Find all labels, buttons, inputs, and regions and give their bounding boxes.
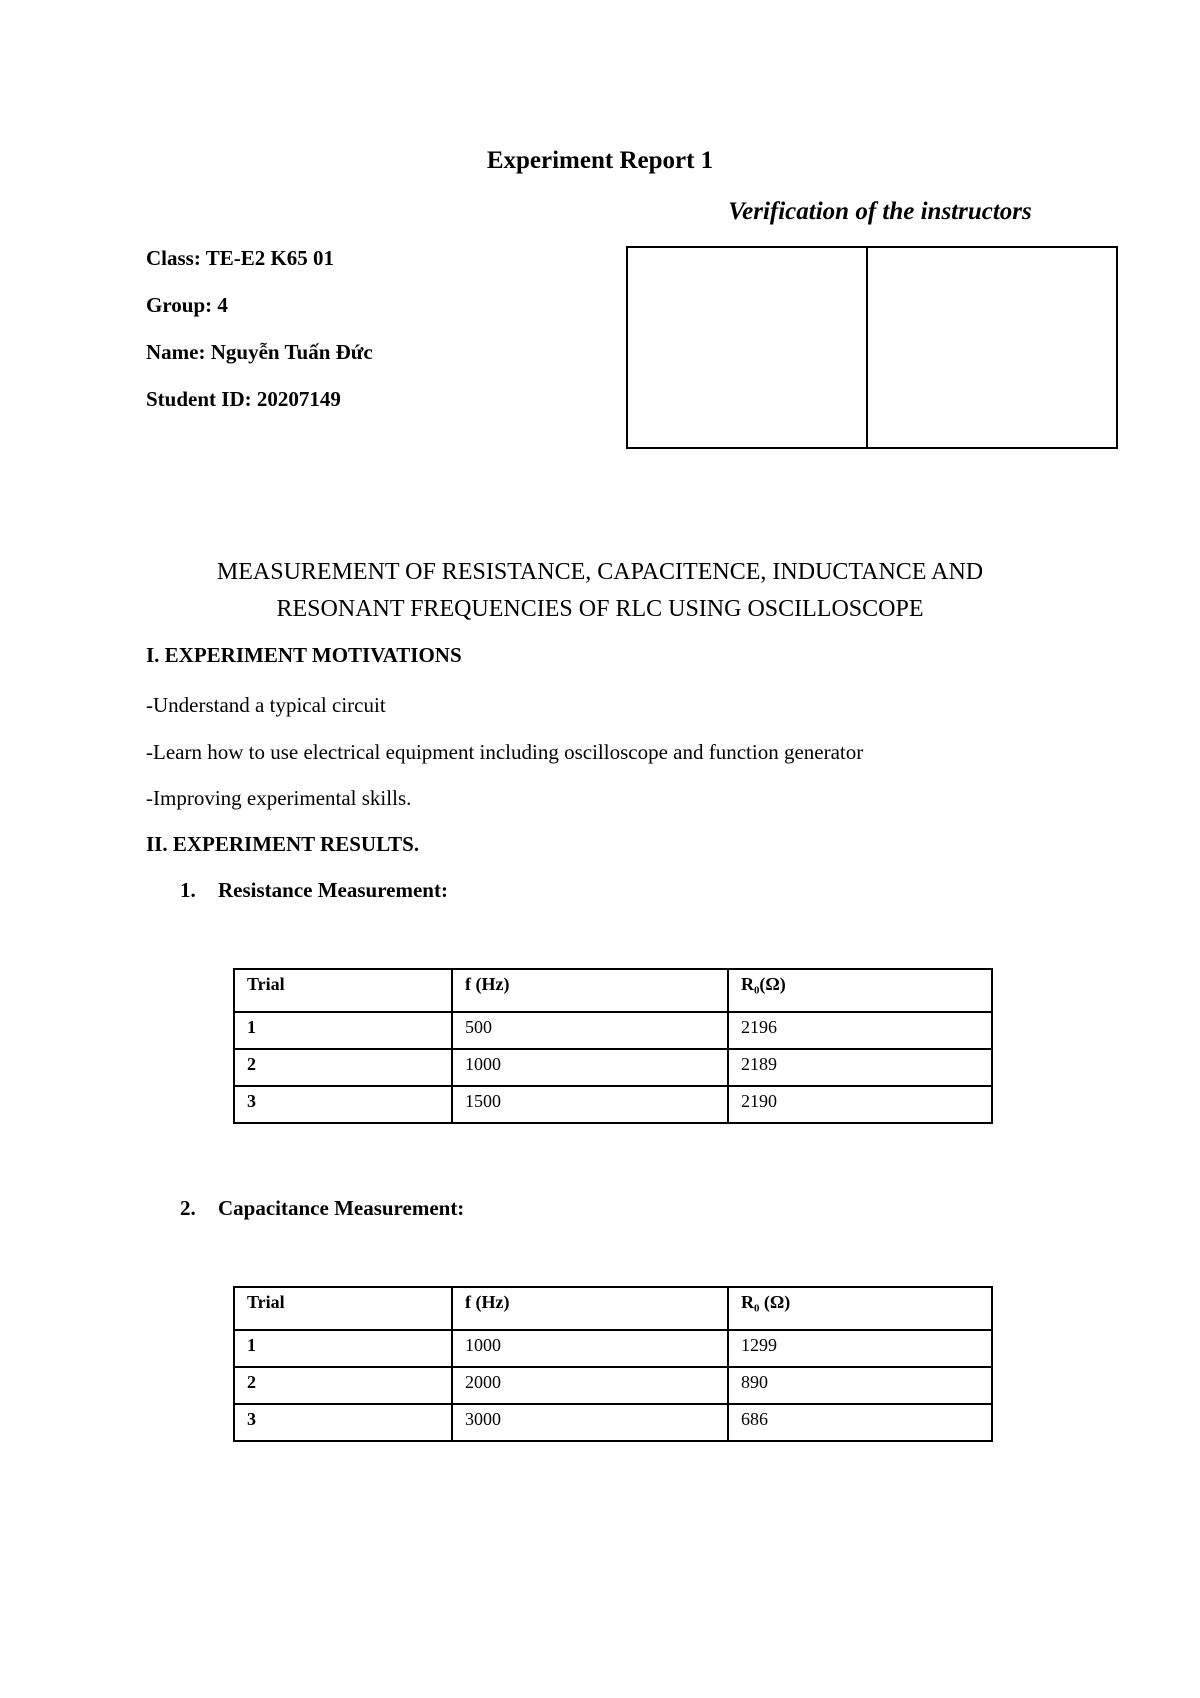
motivation-bullet: -Learn how to use electrical equipment including oscilloscope and function generator [146,740,864,764]
section-motivations-title: I. EXPERIMENT MOTIVATIONS [146,643,462,667]
table-cell: 1299 [728,1330,992,1367]
header-cell: f (Hz) [452,1287,728,1330]
table-cell: 1 [234,1012,452,1049]
table-cell: 1 [234,1330,452,1367]
verification-box [626,246,1118,449]
header-cell: f (Hz) [452,969,728,1012]
report-title: Experiment Report 1 [486,147,714,174]
capacitance-table [233,1286,993,1442]
name-label: Name: Nguyễn Tuấn Đức [146,340,373,364]
heading-line-2: RESONANT FREQUENCIES OF RLC USING OSCILLOSCOPE [276,596,924,622]
header-cell: Trial [234,969,452,1012]
table-cell: 1000 [452,1330,728,1367]
experiment-heading [120,554,1080,628]
table-header-row [234,1287,992,1330]
verification-cell-left [628,248,868,447]
subsection-capacitance [180,1196,464,1221]
group-label: Group: 4 [146,293,228,317]
table-cell: 3000 [452,1404,728,1441]
table-cell: 890 [728,1367,992,1404]
header-cell: Trial [234,1287,452,1330]
table-cell: 3 [234,1404,452,1441]
table-cell: 686 [728,1404,992,1441]
subsection-number: 1. [180,878,196,902]
table-row [234,1367,992,1404]
table-cell: 2196 [728,1012,992,1049]
table-cell: 3 [234,1086,452,1123]
table-cell: 2190 [728,1086,992,1123]
section-results-title: II. EXPERIMENT RESULTS. [146,832,420,856]
table-cell: 2 [234,1367,452,1404]
table-cell: 2000 [452,1367,728,1404]
table-cell: 1500 [452,1086,728,1123]
header-cell: R₀(Ω) [728,969,992,1012]
table-cell: 1000 [452,1049,728,1086]
table-row [234,1086,992,1123]
subsection-title: Capacitance Measurement: [218,1196,465,1220]
heading-line-1: MEASUREMENT OF RESISTANCE, CAPACITENCE, INDUCTANCE AND [216,559,984,585]
subsection-title: Resistance Measurement: [218,878,448,902]
table-header-row [234,969,992,1012]
subsection-number: 2. [180,1196,196,1220]
motivation-bullet: -Understand a typical circuit [146,693,386,717]
table-row [234,1404,992,1441]
table-cell: 2189 [728,1049,992,1086]
motivation-bullet: -Improving experimental skills. [146,786,412,810]
student-id-label: Student ID: 20207149 [146,387,341,411]
table-cell: 2 [234,1049,452,1086]
subsection-resistance [180,878,448,903]
class-label: Class: TE-E2 K65 01 [146,246,335,270]
table-row [234,1012,992,1049]
verification-cell-right [868,248,1116,447]
table-row [234,1049,992,1086]
table-row [234,1330,992,1367]
header-cell: R₀ (Ω) [728,1287,992,1330]
resistance-table [233,968,993,1124]
verification-caption: Verification of the instructors [728,198,1032,225]
table-cell: 500 [452,1012,728,1049]
